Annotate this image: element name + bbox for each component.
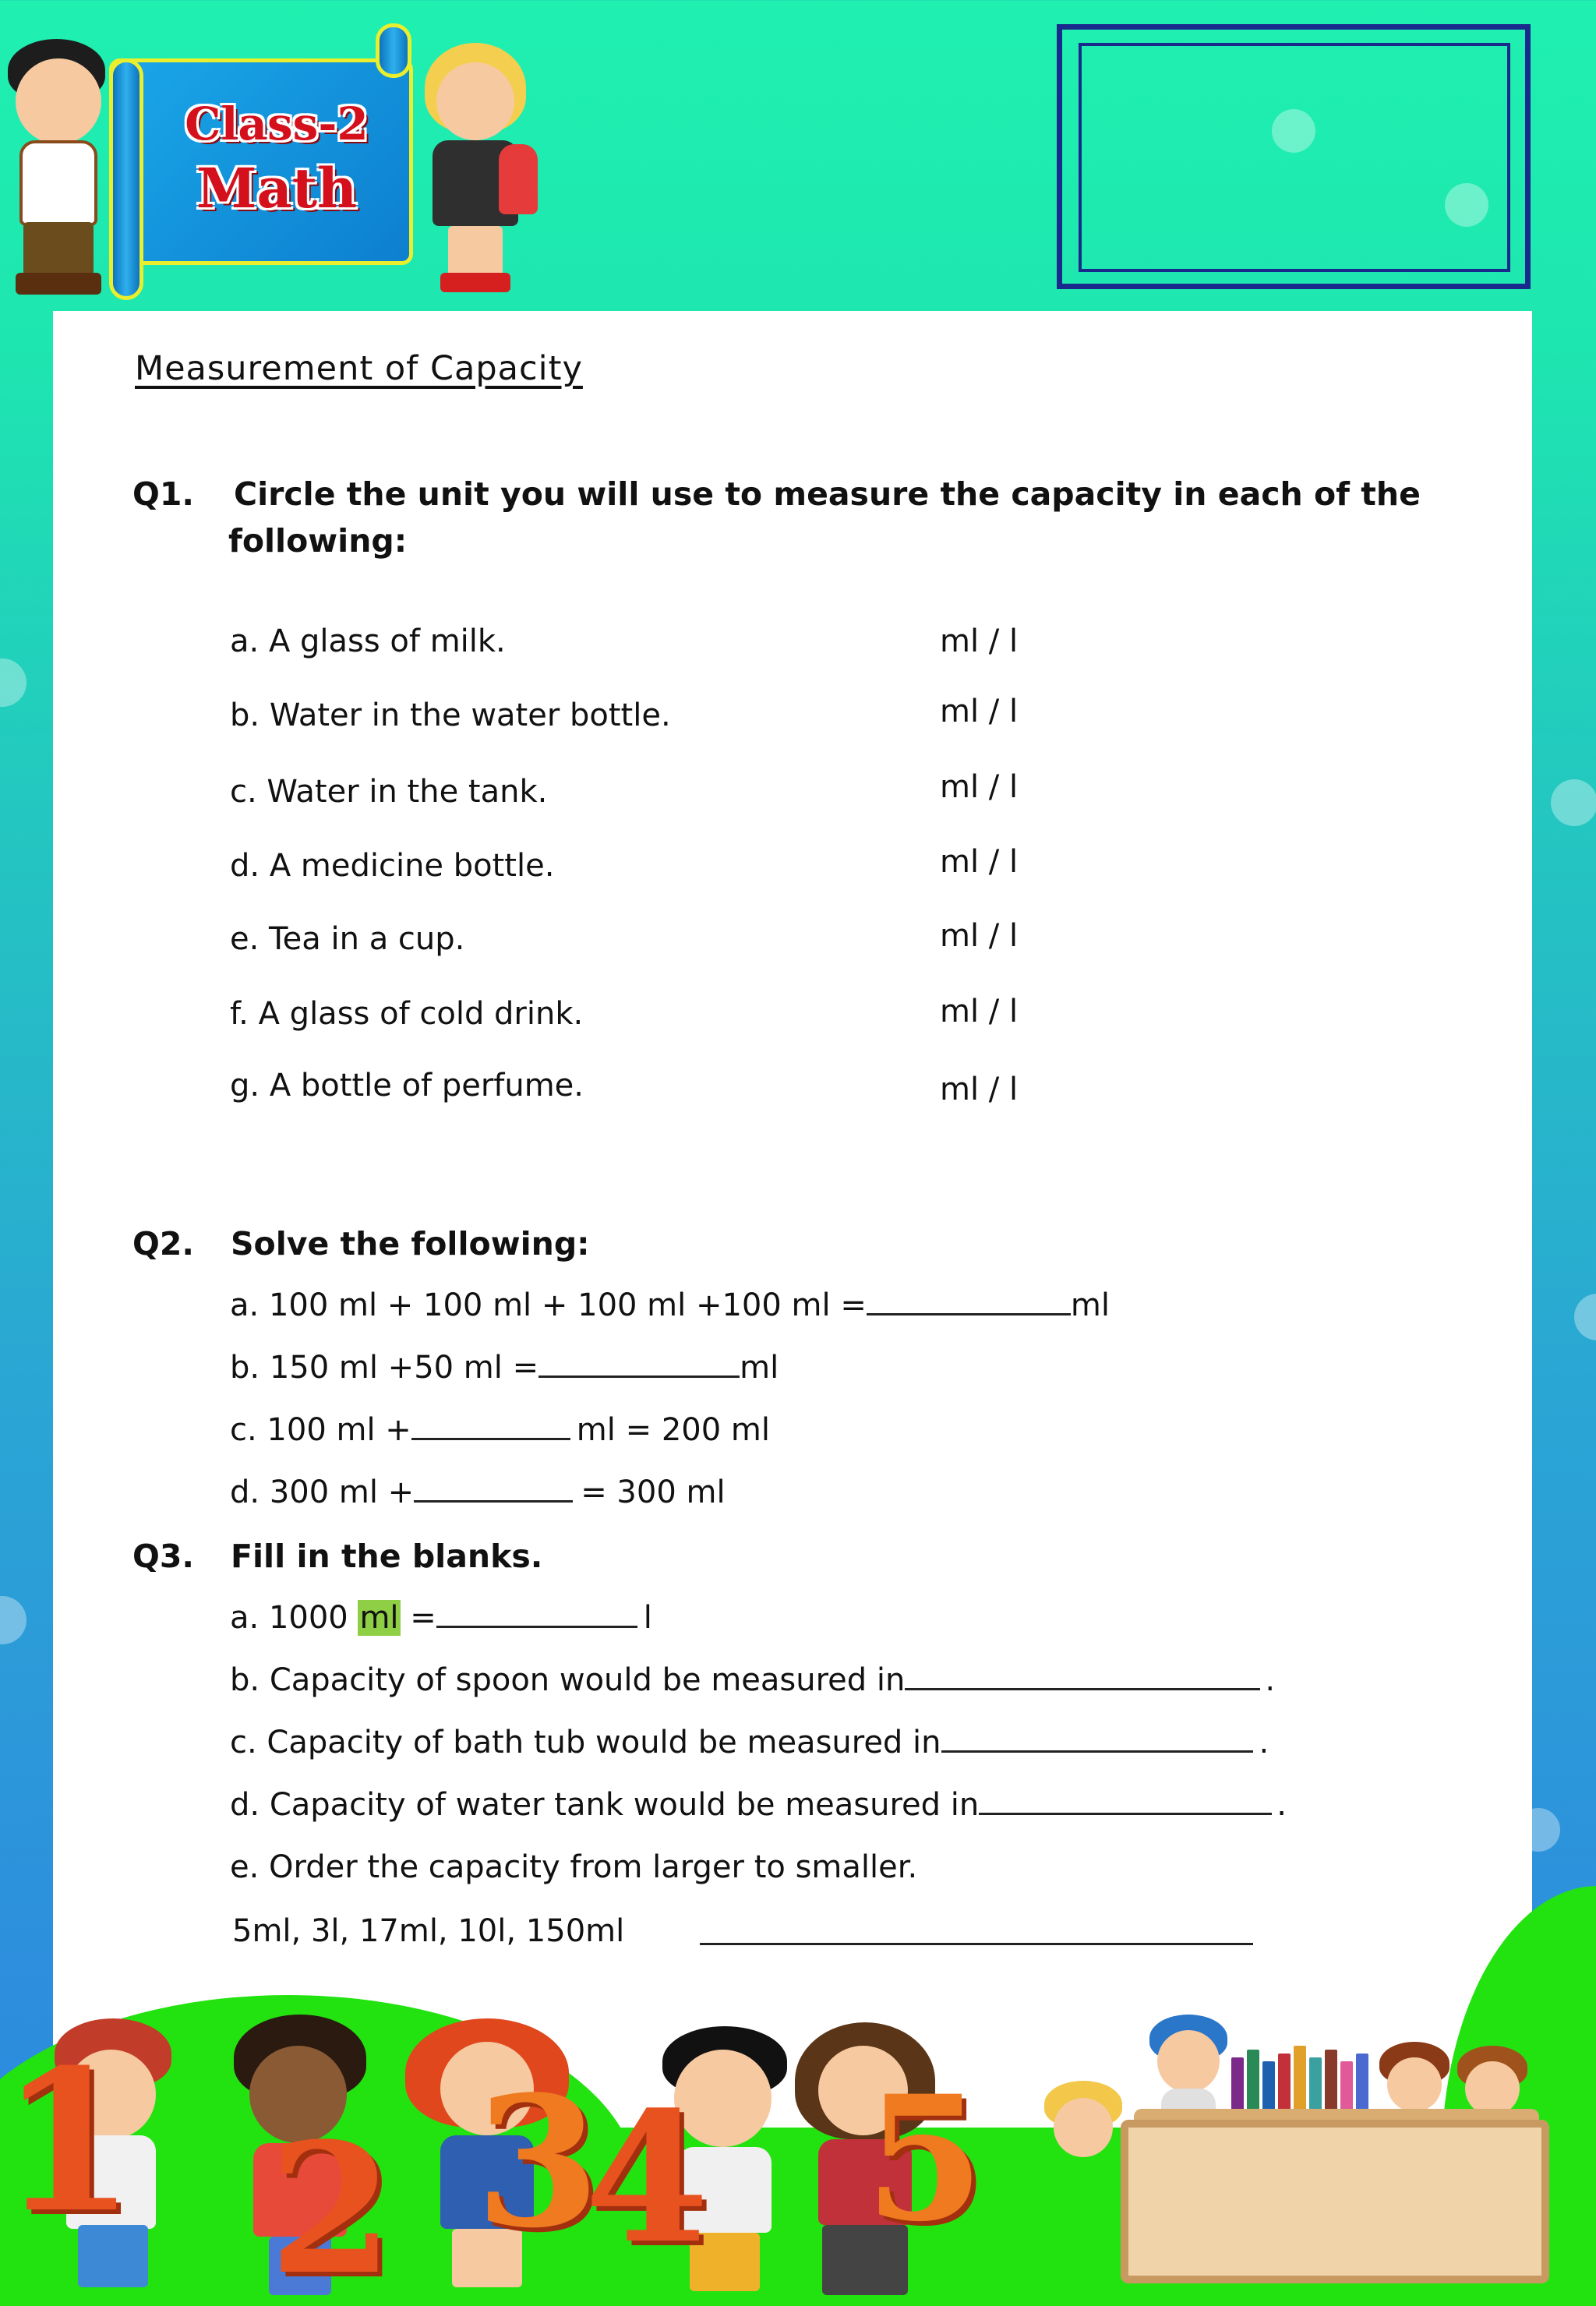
title-scroll-roll-top <box>376 23 411 78</box>
kid-reading <box>1146 2015 1231 2124</box>
boy-illustration <box>0 39 117 296</box>
q1-item: d. A medicine bottle. <box>230 848 555 884</box>
answer-blank[interactable] <box>941 1729 1253 1753</box>
q2-item-a <box>230 1287 1110 1323</box>
worksheet-heading: Measurement of Capacity <box>135 349 583 388</box>
q1-item: c. Water in the tank. <box>230 774 548 810</box>
q2-item-b <box>230 1350 779 1386</box>
q3-label: Q3. <box>132 1538 194 1575</box>
q2-item-text: d. 300 ml + <box>230 1474 415 1510</box>
q1-unit-choice[interactable]: ml / l <box>940 623 1019 659</box>
decor-bubble <box>0 1596 26 1644</box>
class-title: Class-2 <box>185 97 369 150</box>
q1-item: a. A glass of milk. <box>230 623 506 659</box>
q3-item-e: e. Order the capacity from larger to smaller. <box>230 1849 918 1885</box>
q3-item-text: d. Capacity of water tank would be measured in <box>230 1787 980 1823</box>
q2-item-suffix: = 300 ml <box>581 1474 726 1510</box>
period: . <box>1265 1662 1276 1698</box>
numeral-one: 1 <box>0 2026 136 2255</box>
q2-text: Solve the following: <box>231 1225 590 1262</box>
q2-item-text: c. 100 ml + <box>230 1412 411 1448</box>
q3-item-a <box>230 1600 652 1636</box>
q3-item-b <box>230 1662 1275 1698</box>
answer-blank[interactable] <box>979 1792 1272 1815</box>
q3-item-d <box>230 1787 1287 1823</box>
q1-item: b. Water in the water bottle. <box>230 697 671 733</box>
period: . <box>1276 1787 1287 1823</box>
q2-item-suffix: ml <box>1070 1287 1110 1323</box>
subject-title: Math <box>196 156 358 221</box>
q1-item: e. Tea in a cup. <box>230 921 465 957</box>
equals-sign: = <box>400 1600 436 1636</box>
q2-item-text: a. 100 ml + 100 ml + 100 ml +100 ml = <box>230 1287 867 1323</box>
q2-item-c <box>230 1412 770 1448</box>
q2-label: Q2. <box>132 1225 194 1262</box>
numeral-five: 5 <box>865 2057 985 2259</box>
q1-unit-choice[interactable]: ml / l <box>940 844 1019 880</box>
q1-unit-choice[interactable]: ml / l <box>940 994 1019 1029</box>
q2-item-d <box>230 1474 726 1510</box>
q1-item: g. A bottle of perfume. <box>230 1068 584 1104</box>
answer-blank[interactable] <box>867 1292 1071 1315</box>
q2-item-text: b. 150 ml +50 ml = <box>230 1350 539 1386</box>
answer-blank[interactable] <box>414 1479 573 1503</box>
q3-item-text: b. Capacity of spoon would be measured in <box>230 1662 906 1698</box>
answer-blank[interactable] <box>700 1922 1253 1945</box>
girl-illustration <box>413 43 538 292</box>
q3-text: Fill in the blanks. <box>231 1538 543 1575</box>
q3-item-text: a. 1000 <box>230 1600 348 1636</box>
numeral-four: 4 <box>584 2073 710 2283</box>
q1-unit-choice[interactable]: ml / l <box>940 918 1019 954</box>
kid-peeking <box>1379 2042 1449 2120</box>
q2-item-suffix: ml <box>740 1350 779 1386</box>
period: . <box>1259 1725 1269 1760</box>
numeral-two: 2 <box>269 2104 394 2306</box>
q3-item-c <box>230 1725 1269 1760</box>
q3-item-suffix: l <box>643 1600 652 1636</box>
decor-bubble <box>1551 779 1596 826</box>
empty-board <box>1121 2120 1549 2283</box>
q1-unit-choice[interactable]: ml / l <box>940 694 1019 729</box>
q1-text-continued: following: <box>228 522 408 560</box>
q1-item: f. A glass of cold drink. <box>230 996 584 1032</box>
answer-blank[interactable] <box>436 1605 637 1628</box>
title-scroll-roll <box>109 58 143 300</box>
q3-item-text: c. Capacity of bath tub would be measured in <box>230 1725 941 1760</box>
decor-bubble <box>0 659 26 707</box>
kid-peeking <box>1044 2081 1122 2167</box>
name-box-inner-frame <box>1079 43 1510 272</box>
highlighted-unit: ml <box>359 1600 399 1636</box>
capacity-sequence: 5ml, 3l, 17ml, 10l, 150ml <box>232 1913 625 1949</box>
q1-text: Circle the unit you will use to measure the capacity in each of the <box>234 475 1421 513</box>
q1-unit-choice[interactable]: ml / l <box>940 769 1019 805</box>
decor-bubble <box>1574 1294 1596 1340</box>
q1-unit-choice[interactable]: ml / l <box>940 1072 1019 1107</box>
answer-blank[interactable] <box>538 1354 740 1378</box>
numeral-three: 3 <box>475 2057 601 2268</box>
q1-label: Q1. <box>132 475 194 513</box>
answer-blank[interactable] <box>411 1417 570 1440</box>
q2-item-suffix: ml = 200 ml <box>576 1412 770 1448</box>
answer-blank[interactable] <box>905 1667 1260 1690</box>
